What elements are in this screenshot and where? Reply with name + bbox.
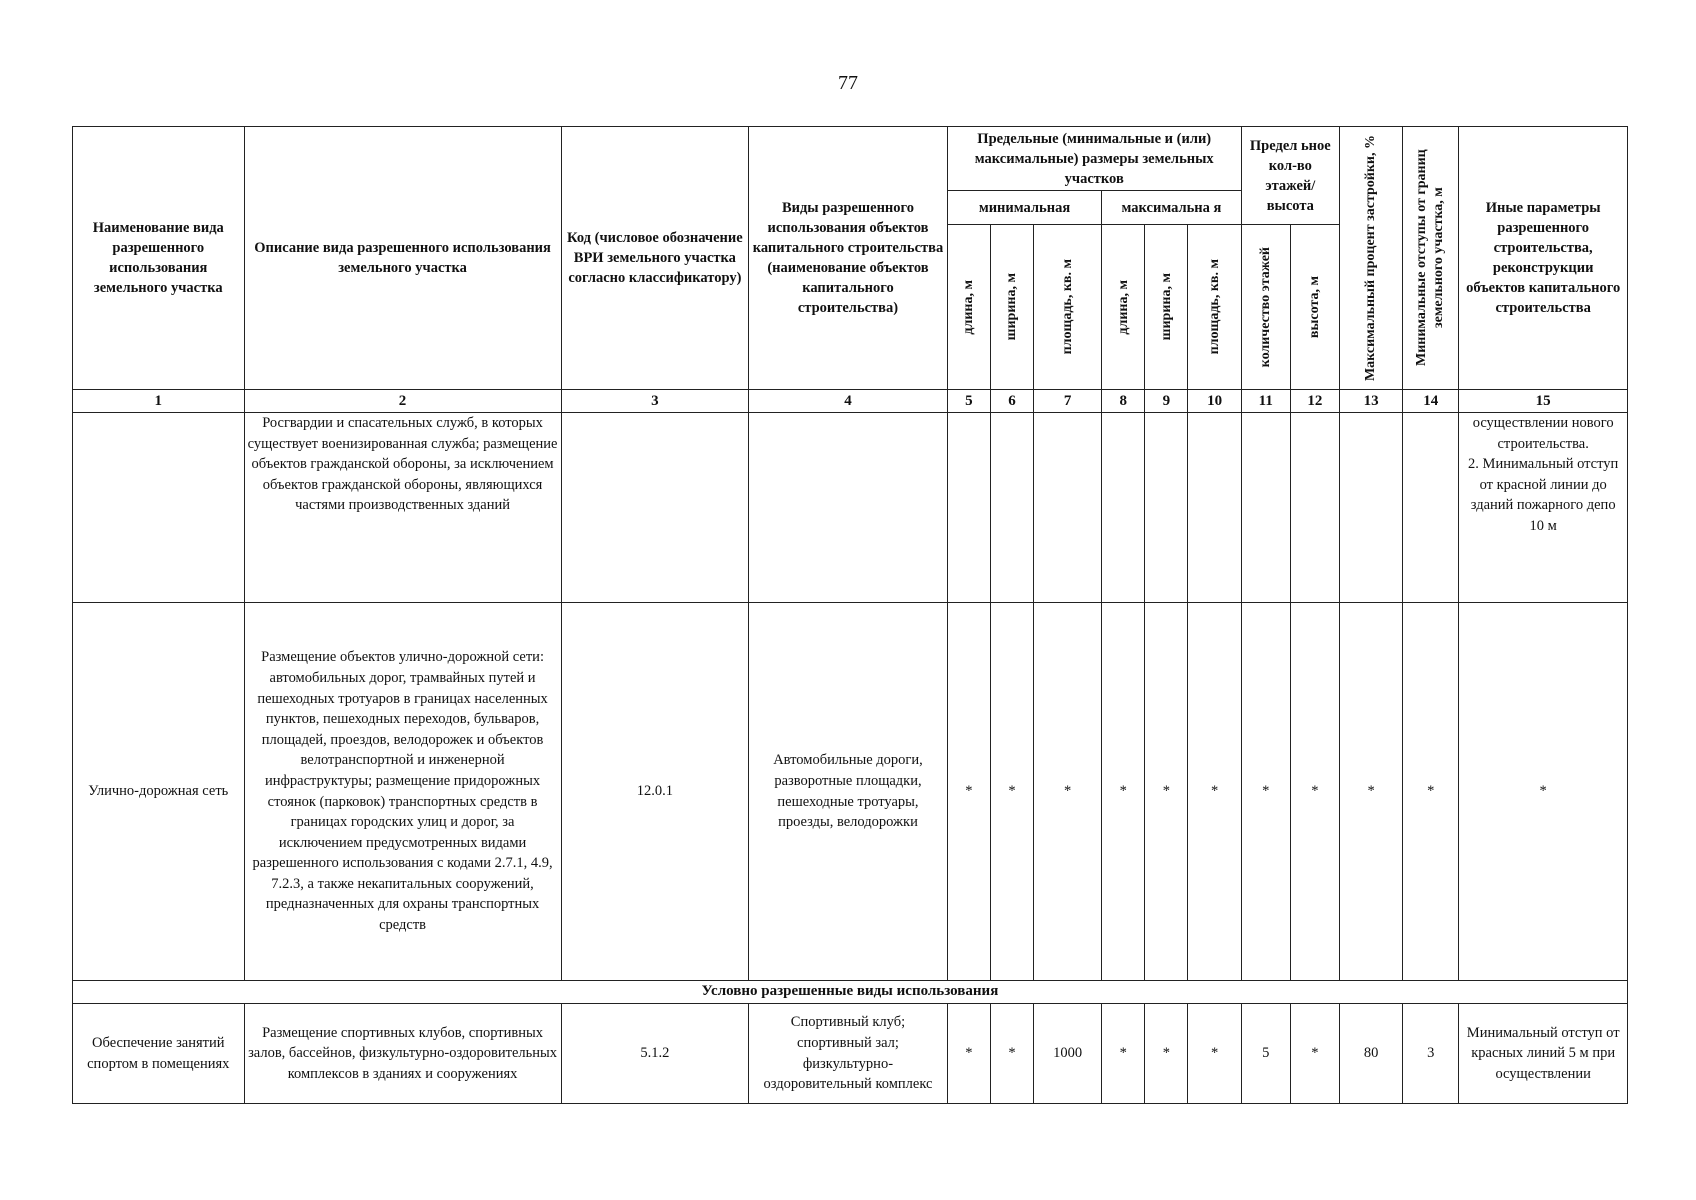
cell: * xyxy=(990,603,1033,981)
header-col-10 xyxy=(1188,225,1241,390)
header-col-12-text: высота, м xyxy=(1307,275,1323,339)
zoning-regulations-table xyxy=(72,126,1628,1104)
cell xyxy=(1290,413,1339,603)
col-number-13: 13 xyxy=(1339,390,1402,413)
section-title: Условно разрешенные виды использования xyxy=(73,981,1628,1004)
col-number-12: 12 xyxy=(1290,390,1339,413)
header-col-11 xyxy=(1241,225,1290,390)
col-number-1: 1 xyxy=(73,390,245,413)
cell: * xyxy=(1102,603,1145,981)
col-number-11: 11 xyxy=(1241,390,1290,413)
cell: * xyxy=(1290,1004,1339,1104)
cell: * xyxy=(1145,603,1188,981)
header-col-10-text: площадь, кв. м xyxy=(1206,259,1222,355)
cell xyxy=(561,413,749,603)
col-number-2: 2 xyxy=(244,390,561,413)
cell-code: 12.0.1 xyxy=(561,603,749,981)
section-row xyxy=(73,981,1628,1004)
cell: * xyxy=(1188,1004,1241,1104)
col-number-4: 4 xyxy=(749,390,948,413)
table-row xyxy=(73,413,1628,603)
cell-code: 5.1.2 xyxy=(561,1004,749,1104)
header-group-min: минимальная xyxy=(947,191,1101,225)
cell: * xyxy=(947,1004,990,1104)
header-col-9 xyxy=(1145,225,1188,390)
cell: 1000 xyxy=(1034,1004,1102,1104)
header-col-3: Код (числовое обозначение ВРИ земельного участка согласно классификатору) xyxy=(561,127,749,390)
col-number-7: 7 xyxy=(1034,390,1102,413)
header-col-4: Виды разрешенного использования объектов капитального строительства (наименование объектов капитального строительства) xyxy=(749,127,948,390)
col-number-8: 8 xyxy=(1102,390,1145,413)
header-col-14 xyxy=(1403,127,1459,390)
header-group-sizes: Предельные (минимальные и (или) максимальные) размеры земельных участков xyxy=(947,127,1241,191)
cell-objects: Спортивный клуб; спортивный зал; физкультурно-оздоровительный комплекс xyxy=(749,1004,948,1104)
cell-description: Размещение объектов улично-дорожной сети: автомобильных дорог, трамвайных путей и пешеходных тротуаров в границах населенных пунктов, пешеходных переходов, бульваров, площадей, проездов, велодорожек и объектов велотранспортной и инженерной инфраструктуры; размещение придорожных стоянок (парковок) транспортных средств в границах городских улиц и дорог, за исключением предусмотренных видами разрешенного использования с кодами 2.7.1, 4.9, 7.2.3, а также некапитальных сооружений, предназначенных для охраны транспортных средств xyxy=(244,603,561,981)
cell xyxy=(749,413,948,603)
header-col-7 xyxy=(1034,225,1102,390)
cell xyxy=(1102,413,1145,603)
cell: * xyxy=(990,1004,1033,1104)
cell: 3 xyxy=(1403,1004,1459,1104)
header-col-13 xyxy=(1339,127,1402,390)
header-col-1: Наименование вида разрешенного использования земельного участка xyxy=(73,127,245,390)
header-col-6-text: ширина, м xyxy=(1004,273,1020,341)
col-number-15: 15 xyxy=(1459,390,1628,413)
cell: 80 xyxy=(1339,1004,1402,1104)
col-number-3: 3 xyxy=(561,390,749,413)
table-row xyxy=(73,1004,1628,1104)
cell xyxy=(990,413,1033,603)
header-col-8 xyxy=(1102,225,1145,390)
cell xyxy=(1403,413,1459,603)
header-col-15: Иные параметры разрешенного строительства, реконструкции объектов капитального строительства xyxy=(1459,127,1628,390)
cell-other-params: Минимальный отступ от красных линий 5 м при осуществлении xyxy=(1459,1004,1628,1104)
col-number-14: 14 xyxy=(1403,390,1459,413)
cell: * xyxy=(1102,1004,1145,1104)
header-col-11-text: количество этажей xyxy=(1258,246,1274,368)
cell-objects: Автомобильные дороги, разворотные площадки, пешеходные тротуары, проезды, велодорожки xyxy=(749,603,948,981)
col-number-5: 5 xyxy=(947,390,990,413)
col-number-10: 10 xyxy=(1188,390,1241,413)
header-group-floors: Предел ьное кол-во этажей/ высота xyxy=(1241,127,1339,225)
header-col-13-text: Максимальный процент застройки, % xyxy=(1362,134,1378,382)
cell-name: Обеспечение занятий спортом в помещениях xyxy=(73,1004,245,1104)
cell xyxy=(1188,413,1241,603)
col-number-9: 9 xyxy=(1145,390,1188,413)
cell-other-params: осуществлении нового строительства. 2. Минимальный отступ от красной линии до зданий пожарного депо 10 м xyxy=(1459,413,1628,603)
cell xyxy=(1034,413,1102,603)
table-row xyxy=(73,603,1628,981)
cell: * xyxy=(1459,603,1628,981)
cell: 5 xyxy=(1241,1004,1290,1104)
page-number: 77 xyxy=(838,72,858,94)
cell: * xyxy=(1034,603,1102,981)
header-col-5 xyxy=(947,225,990,390)
header-col-9-text: ширина, м xyxy=(1158,273,1174,341)
cell: * xyxy=(1403,603,1459,981)
header-col-6 xyxy=(990,225,1033,390)
cell xyxy=(1145,413,1188,603)
cell: * xyxy=(1145,1004,1188,1104)
cell: * xyxy=(1241,603,1290,981)
cell-description: Росгвардии и спасательных служб, в которых существует военизированная служба; размещение объектов гражданской обороны, за исключением объектов гражданской обороны, являющихся частями производственных зданий xyxy=(244,413,561,603)
col-number-6: 6 xyxy=(990,390,1033,413)
cell: * xyxy=(1290,603,1339,981)
header-group-max: максимальна я xyxy=(1102,191,1241,225)
header-col-7-text: площадь, кв. м xyxy=(1059,259,1075,355)
header-col-14-text: Минимальные отступы от границ земельного участка, м xyxy=(1413,149,1446,367)
cell-description: Размещение спортивных клубов, спортивных залов, бассейнов, физкультурно-оздоровительных комплексов в зданиях и сооружениях xyxy=(244,1004,561,1104)
cell xyxy=(1241,413,1290,603)
cell: * xyxy=(1188,603,1241,981)
cell xyxy=(1339,413,1402,603)
header-col-8-text: длина, м xyxy=(1115,279,1131,335)
cell: * xyxy=(947,603,990,981)
header-col-5-text: длина, м xyxy=(961,279,977,335)
header-col-12 xyxy=(1290,225,1339,390)
cell: * xyxy=(1339,603,1402,981)
header-col-2: Описание вида разрешенного использования земельного участка xyxy=(244,127,561,390)
cell xyxy=(73,413,245,603)
cell-name: Улично-дорожная сеть xyxy=(73,603,245,981)
cell xyxy=(947,413,990,603)
